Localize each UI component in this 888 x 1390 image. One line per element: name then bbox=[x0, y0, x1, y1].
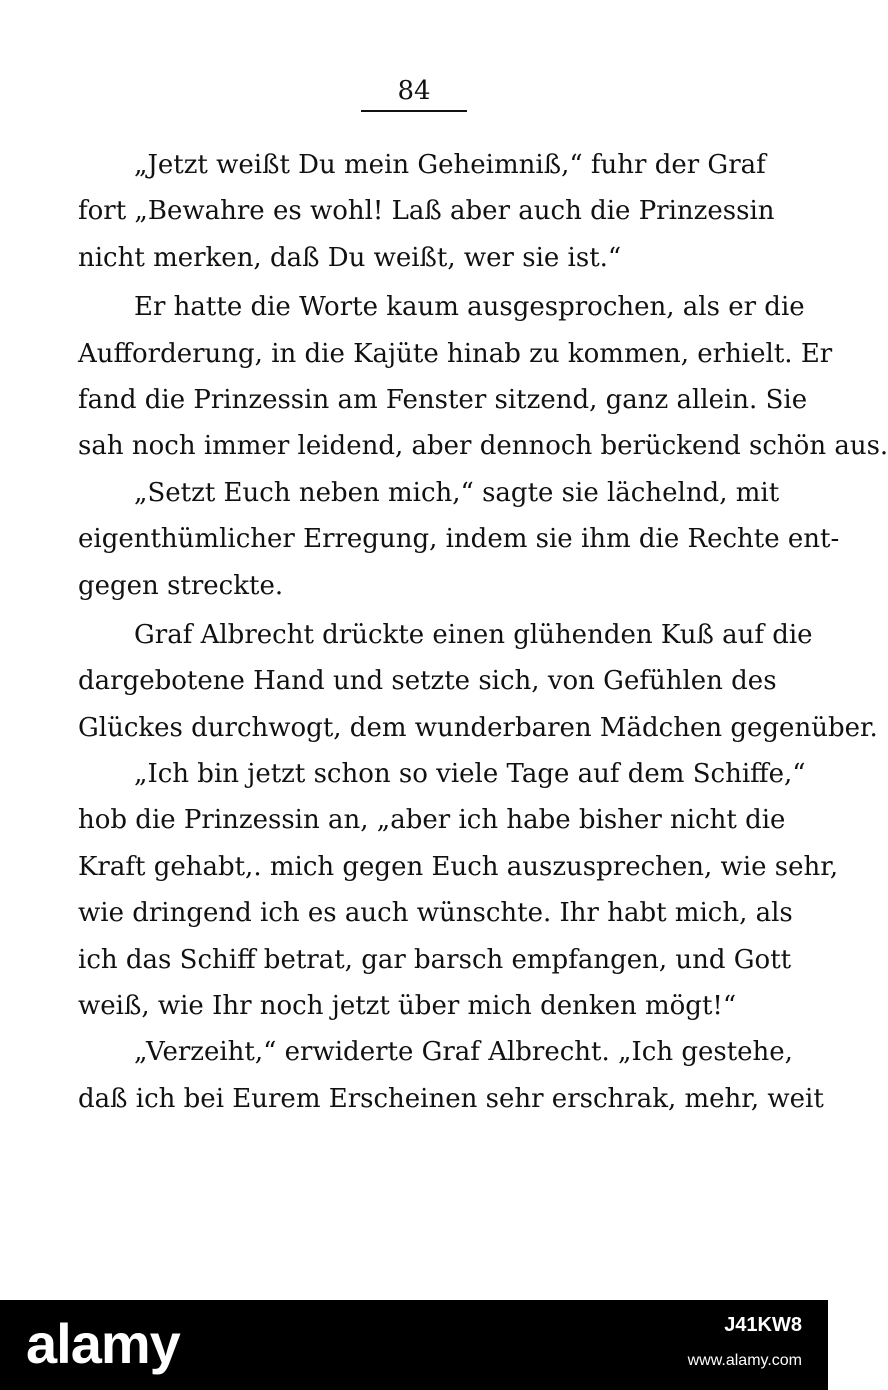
text-line: weiß, wie Ihr noch jetzt über mich denken mögt!“ bbox=[78, 991, 737, 1022]
text-line: nicht merken, daß Du weißt, wer sie ist.“ bbox=[78, 242, 622, 273]
text-line: eigenthümlicher Erregung, indem sie ihm die Rechte ent- bbox=[78, 524, 840, 555]
text-line: Graf Albrecht drückte einen glühenden Kuß auf die bbox=[134, 619, 813, 650]
watermark-footer bbox=[0, 1300, 828, 1390]
page-number: 84 bbox=[397, 76, 431, 106]
text-line: sah noch immer leidend, aber dennoch berückend schön aus. bbox=[78, 431, 888, 462]
text-line: daß ich bei Eurem Erscheinen sehr erschrak, mehr, weit bbox=[78, 1083, 824, 1114]
text-line: „Jetzt weißt Du mein Geheimniß,“ fuhr der Graf bbox=[134, 150, 766, 180]
text-line: Kraft gehabt,. mich gegen Euch auszusprechen, wie sehr, bbox=[78, 851, 839, 882]
text-line: Er hatte die Worte kaum ausgesprochen, als er die bbox=[134, 292, 805, 323]
text-line: fort „Bewahre es wohl! Laß aber auch die Prinzessin bbox=[78, 196, 775, 227]
text-line: wie dringend ich es auch wünschte. Ihr habt mich, als bbox=[78, 898, 793, 929]
image-id: J41KW8 bbox=[724, 1314, 802, 1336]
text-line: dargebotene Hand und setzte sich, von Gefühlen des bbox=[78, 666, 777, 697]
text-line: ich das Schiff betrat, gar barsch empfangen, und Gott bbox=[78, 944, 792, 975]
body-text bbox=[78, 142, 888, 1122]
alamy-logo: alamy bbox=[26, 1312, 180, 1375]
text-line: Aufforderung, in die Kajüte hinab zu kommen, erhielt. Er bbox=[78, 338, 833, 369]
text-line: Glückes durchwogt, dem wunderbaren Mädchen gegenüber. bbox=[78, 712, 878, 743]
text-line: fand die Prinzessin am Fenster sitzend, ganz allein. Sie bbox=[78, 384, 808, 415]
text-line: „Verzeiht,“ erwiderte Graf Albrecht. „Ich gestehe, bbox=[134, 1037, 793, 1068]
text-line: hob die Prinzessin an, „aber ich habe bisher nicht die bbox=[78, 805, 786, 836]
text-line: „Setzt Euch neben mich,“ sagte sie lächelnd, mit bbox=[134, 477, 780, 508]
site-url: www.alamy.com bbox=[687, 1352, 802, 1369]
text-line: „Ich bin jetzt schon so viele Tage auf dem Schiffe,“ bbox=[134, 759, 806, 790]
text-line: gegen streckte. bbox=[78, 570, 284, 601]
page-number-rule bbox=[361, 110, 467, 112]
